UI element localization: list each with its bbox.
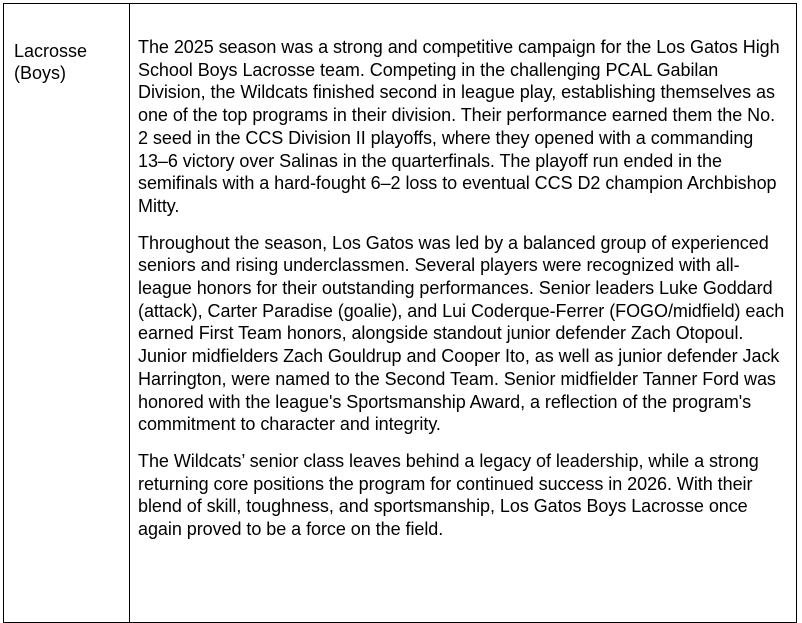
sport-label: Lacrosse (Boys) — [14, 41, 88, 83]
season-overview-paragraph: The 2025 season was a strong and competitive campaign for the Los Gatos High School Boys Lacrosse team. Competing in the challenging PCAL Gabilan Division, the Wildcats finished second in league play, establishing themselves as one of the top programs in their division. Their performance earned them the No. 2 seed in the CCS Division II playoffs, where they opened with a commanding 13–6 victory over Salinas in the quarterfinals. The playoff run ended in the semifinals with a hard-fought 6–2 loss to eventual CCS D2 champion Archbishop Mitty. — [138, 37, 780, 216]
season-summary-table — [3, 3, 797, 623]
sport-label-cell — [4, 4, 130, 623]
senior-legacy-paragraph: The Wildcats’ senior class leaves behind a legacy of leadership, while a strong returning core positions the program for continued success in 2026. With their blend of skill, toughness, and sportsmanship, Los Gatos Boys Lacrosse once again proved to be a force on the field. — [138, 450, 759, 540]
player-honors-paragraph: Throughout the season, Los Gatos was led by a balanced group of experienced seniors and rising underclassmen. Several players were recognized with all-league honors for their outstanding performances. Senior leaders Luke Goddard (attack), Carter Paradise (goalie), and Lui Coderque-Ferrer (FOGO/midfield) each earned First Team honors, alongside standout junior defender Zach Otopoul. Junior midfielders Zach Gouldrup and Cooper Ito, as well as junior defender Jack Harrington, were named to the Second Team. Senior midfielder Tanner Ford was honored with the league's Sportsmanship Award, a reflection of the program's commitment to character and integrity. — [138, 232, 785, 435]
table-row — [4, 4, 797, 623]
season-summary-cell — [130, 4, 797, 623]
